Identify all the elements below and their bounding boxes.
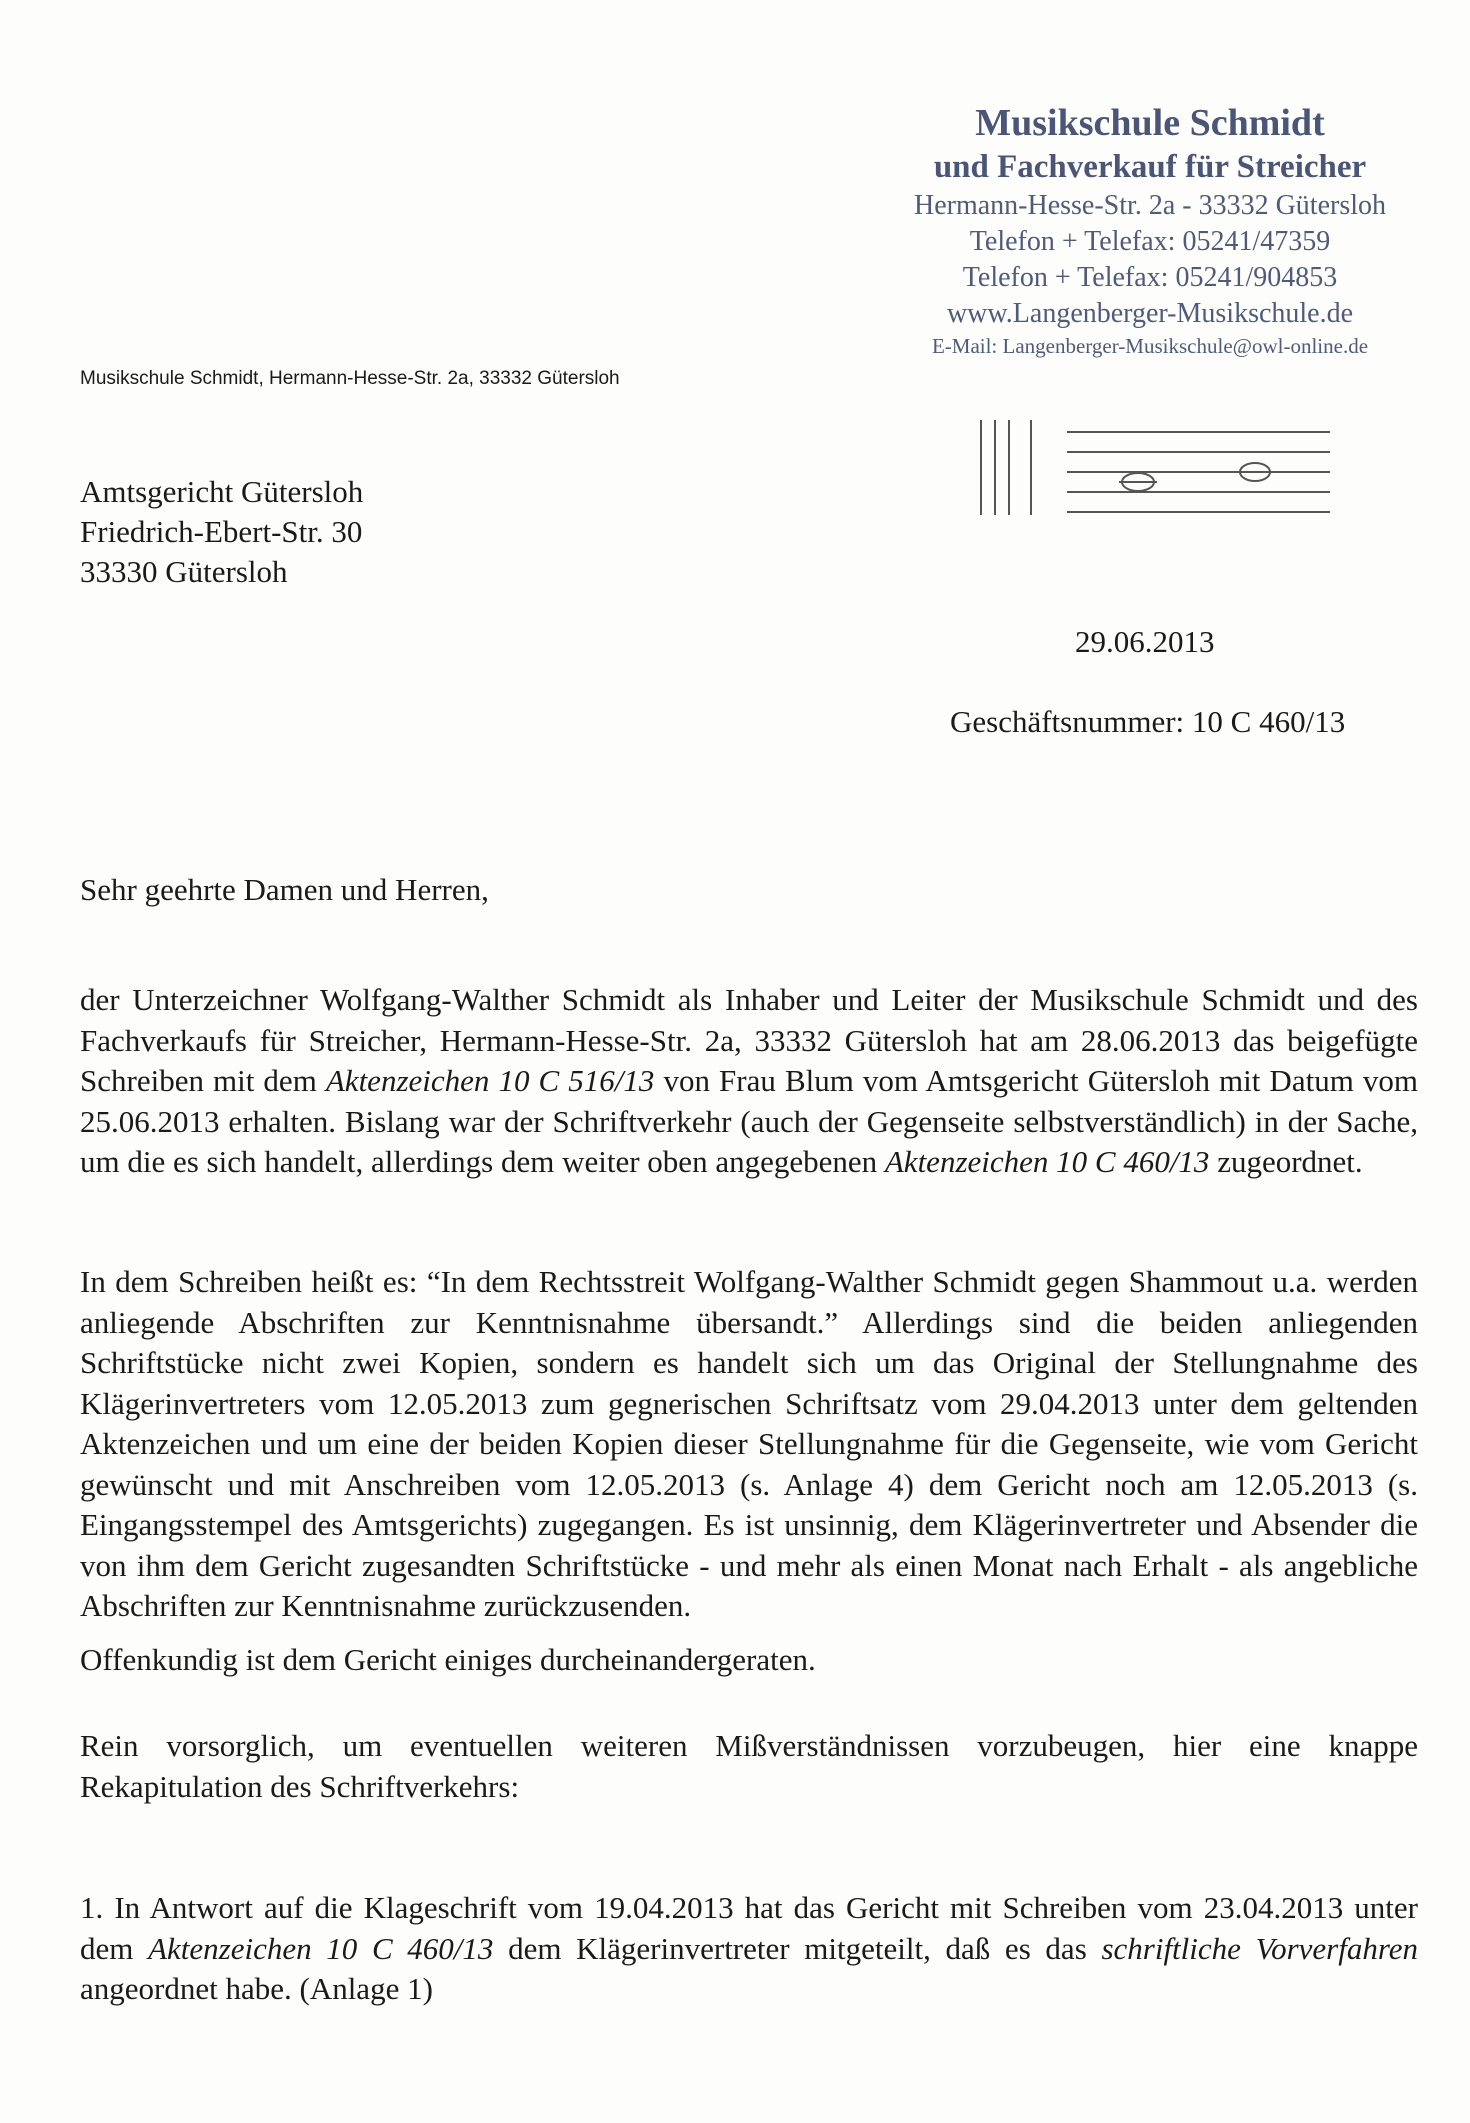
music-staff-logo-icon xyxy=(975,420,1335,520)
letter-date: 29.06.2013 xyxy=(1075,624,1215,659)
recipient-line-court: Amtsgericht Gütersloh xyxy=(80,474,364,509)
paragraph-5-case-number: Aktenzeichen 10 C 460/13 xyxy=(148,1930,494,1966)
paragraph-5-text-a: 1. In Antwort auf die Klageschrift vom 19.04.2013 hat das Gericht mit Schreiben vom 23.04.2013 unter dem xyxy=(80,1890,1418,1966)
recipient-line-street: Friedrich-Ebert-Str. 30 xyxy=(80,514,363,549)
letterhead xyxy=(860,100,1440,360)
letterhead-email: E-Mail: Langenberger-Musikschule@owl-online.de xyxy=(931,334,1369,358)
paragraph-4 xyxy=(80,1726,1418,1807)
salutation: Sehr geehrte Damen und Herren, xyxy=(80,872,489,907)
paragraph-1-text-c: zugeordnet. xyxy=(1209,1144,1363,1179)
case-reference: Geschäftsnummer: 10 C 460/13 xyxy=(950,704,1346,739)
letterhead-school-name: Musikschule Schmidt xyxy=(975,102,1325,144)
paragraph-1-text-a: der Unterzeichner Wolfgang-Walther Schmidt als Inhaber und Leiter der Musikschule Schmidt und des Fachverkaufs für Streicher, Hermann-Hesse-Str. 2a, 33332 Gütersloh hat am 28.06.2013 das beigefügte Schreiben mit dem xyxy=(80,982,1418,1098)
letterhead-subtitle: und Fachverkauf für Streicher xyxy=(933,149,1367,185)
letterhead-website: www.Langenberger-Musikschule.de xyxy=(946,298,1354,329)
paragraph-1-case-number-a: Aktenzeichen 10 C 516/13 xyxy=(325,1063,655,1098)
return-address: Musikschule Schmidt, Hermann-Hesse-Str. 2a, 33332 Gütersloh xyxy=(80,368,620,389)
letterhead-phone-1: Telefon + Telefax: 05241/47359 xyxy=(969,226,1331,257)
paragraph-5 xyxy=(80,1888,1418,2010)
recipient-line-city: 33330 Gütersloh xyxy=(80,554,288,589)
paragraph-5-text-b: dem Klägerinvertreter mitgeteilt, daß es das xyxy=(493,1930,1102,1966)
paragraph-3-text: Offenkundig ist dem Gericht einiges durcheinandergeraten. xyxy=(80,1642,816,1677)
paragraph-1 xyxy=(80,980,1418,1183)
paragraph-2 xyxy=(80,1262,1418,1627)
paragraph-5-text-c: angeordnet habe. (Anlage 1) xyxy=(80,1971,433,2006)
paragraph-2-text: In dem Schreiben heißt es: “In dem Rechtsstreit Wolfgang-Walther Schmidt gegen Shammout u.a. werden anliegende Abschriften zur Kenntnisnahme übersandt.” Allerdings sind die beiden anliegenden Schriftstücke nicht zwei Kopien, sondern es handelt sich um das Original der Stellungnahme des Klägerinvertreters vom 12.05.2013 zum gegnerischen Schriftsatz vom 29.04.2013 unter dem geltenden Aktenzeichen und um eine der beiden Kopien dieser Stellungnahme für die Gegenseite, wie vom Gericht gewünscht und mit Anschreiben vom 12.05.2013 (s. Anlage 4) dem Gericht noch am 12.05.2013 (s. Eingangsstempel des Amtsgerichts) zugegangen. Es ist unsinnig, dem Klägerinvertreter und Absender die von ihm dem Gericht zugesandten Schriftstücke - und mehr als einen Monat nach Erhalt - als angebliche Abschriften zur Kenntnisnahme zurückzusenden. xyxy=(80,1264,1418,1623)
letterhead-address: Hermann-Hesse-Str. 2a - 33332 Gütersloh xyxy=(913,190,1386,221)
paragraph-3 xyxy=(80,1640,1418,1681)
paragraph-5-procedure-term: schriftliche Vorverfahren xyxy=(1101,1930,1419,1966)
letterhead-phone-2: Telefon + Telefax: 05241/904853 xyxy=(962,262,1338,293)
recipient-address xyxy=(80,472,363,592)
paragraph-1-text-b: von Frau Blum vom Amtsgericht Gütersloh mit Datum vom 25.06.2013 erhalten. Bislang war der Schriftverkehr (auch der Gegenseite selbstverständlich) in der Sache, um die es sich handelt, allerdings dem weiter oben angegebenen xyxy=(80,1063,1418,1179)
paragraph-4-text: Rein vorsorglich, um eventuellen weiteren Mißverständnissen vorzubeugen, hier eine knappe Rekapitulation des Schriftverkehrs: xyxy=(80,1728,1418,1804)
paragraph-1-case-number-b: Aktenzeichen 10 C 460/13 xyxy=(884,1144,1210,1179)
